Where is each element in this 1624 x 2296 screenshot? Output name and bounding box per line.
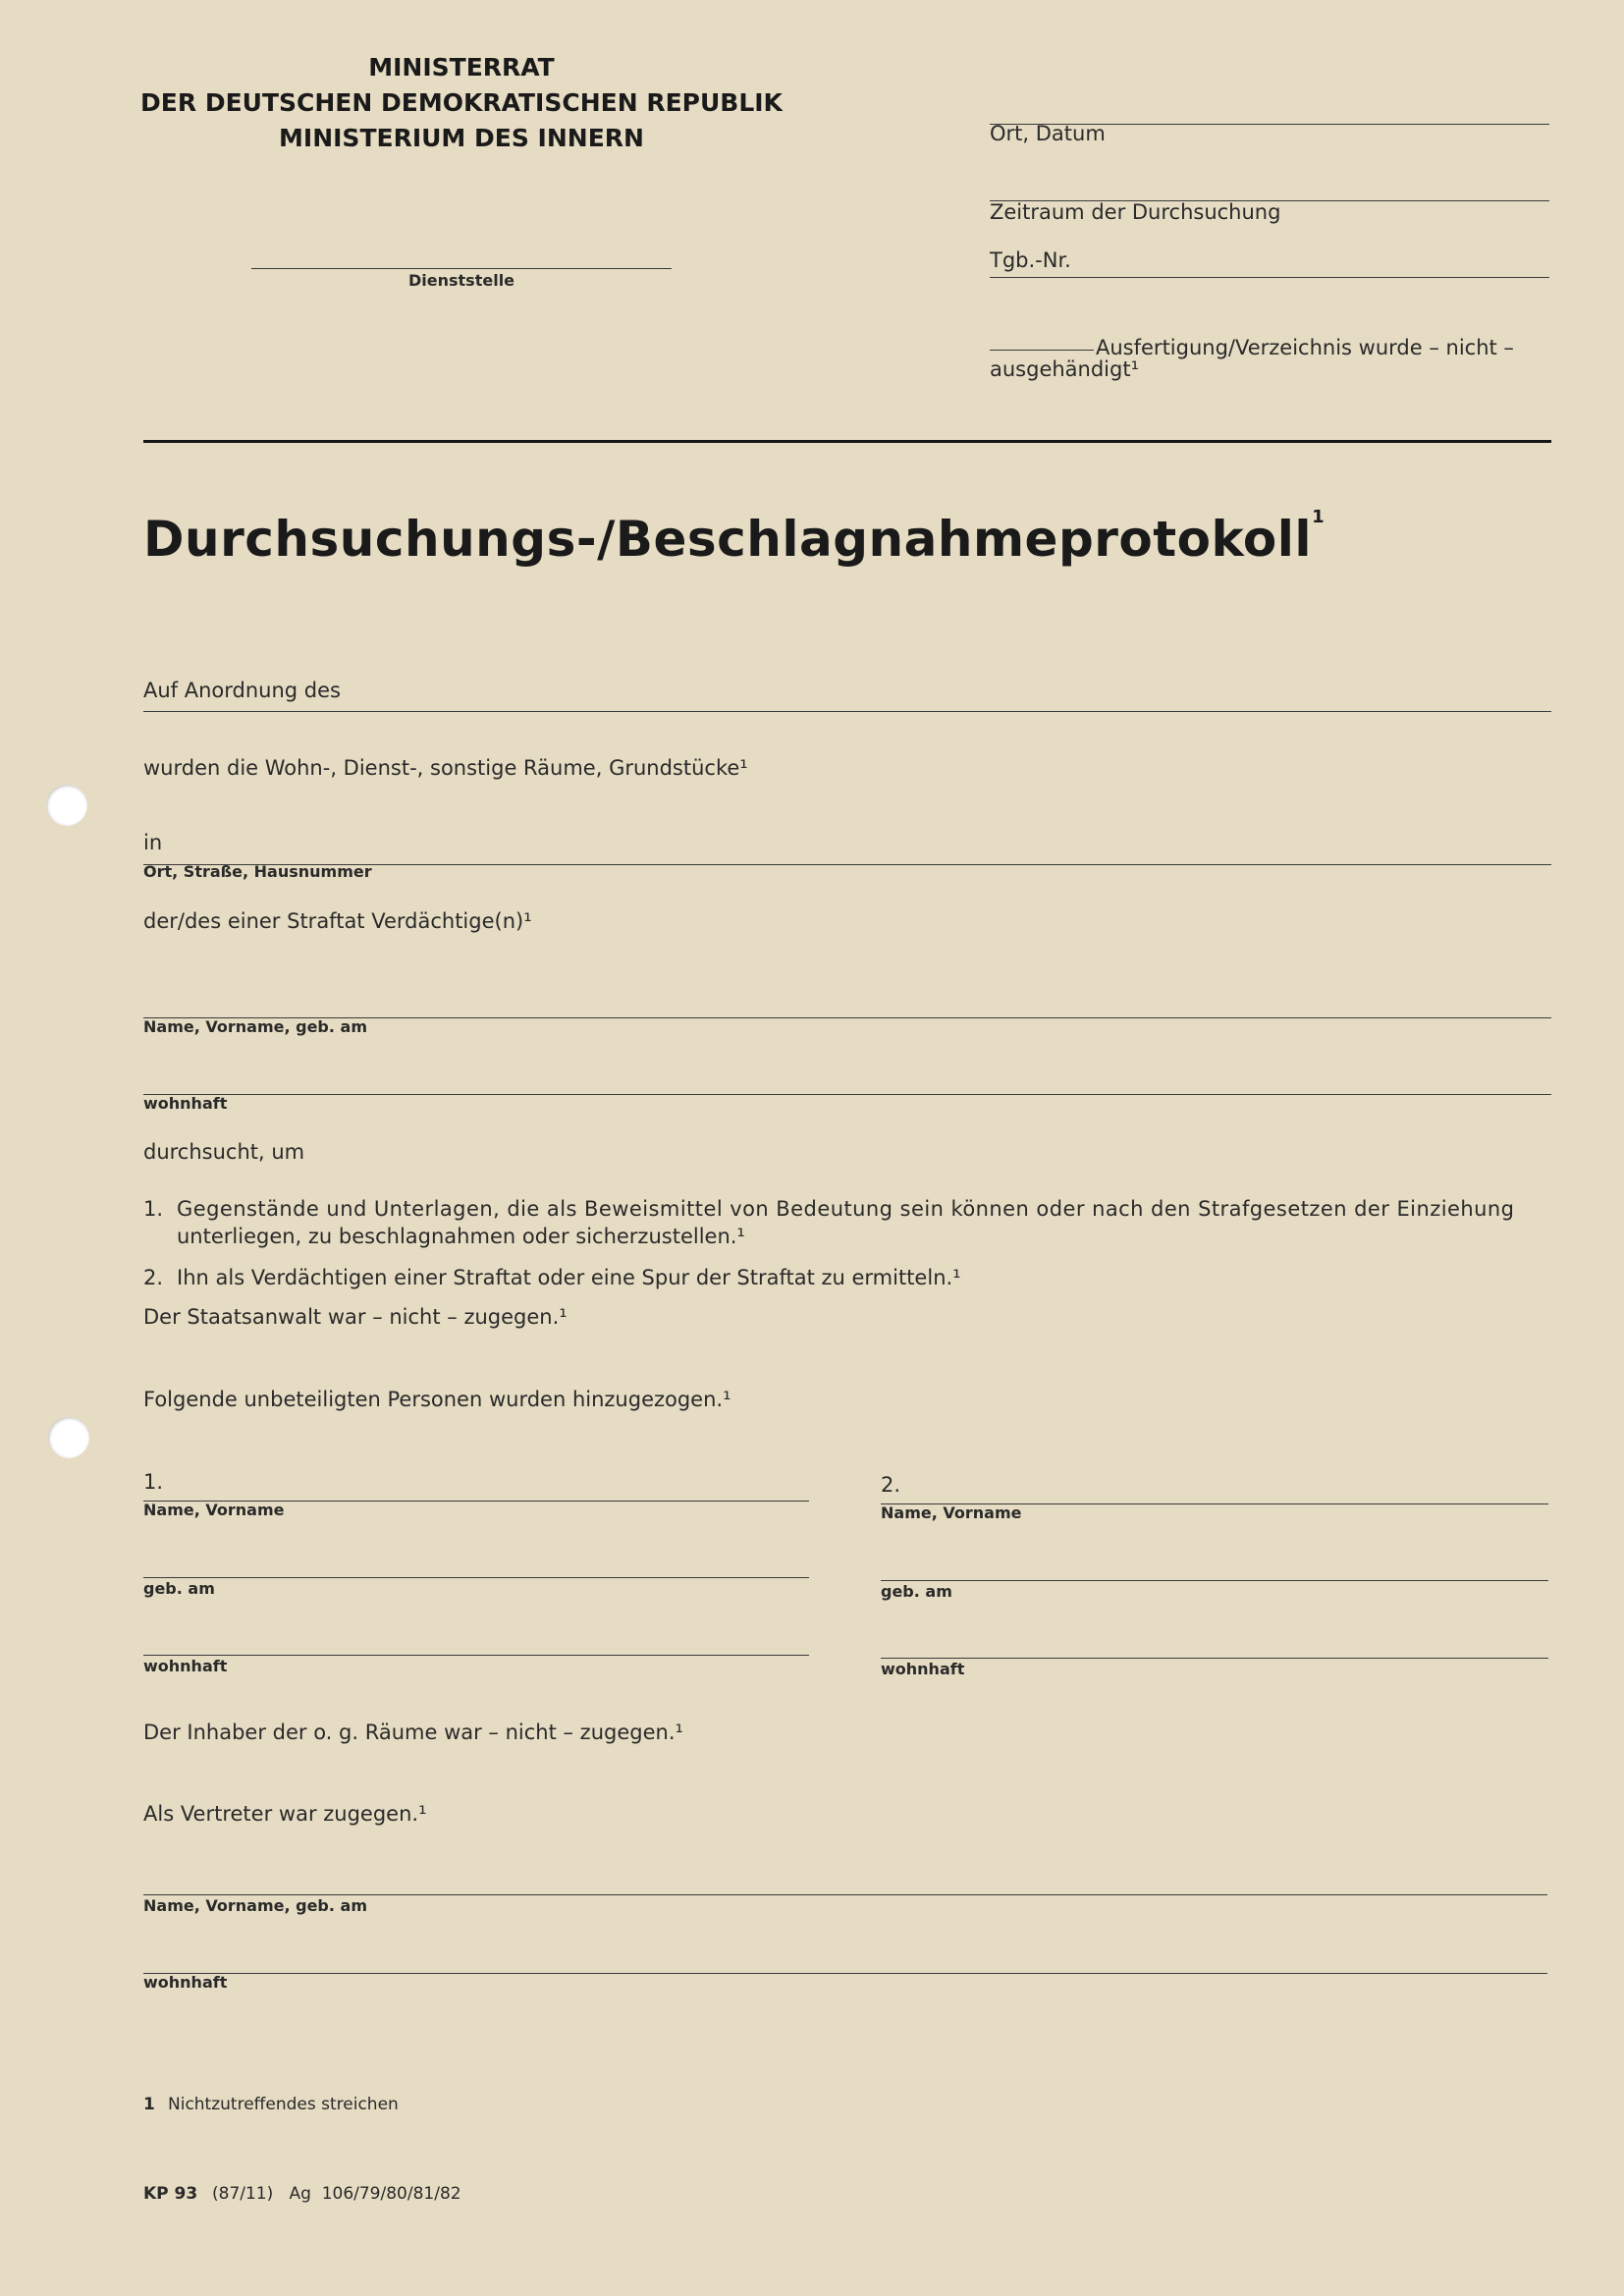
zeitraum-label: Zeitraum der Durchsuchung bbox=[990, 200, 1281, 224]
form-title: Durchsuchungs-/Beschlagnahmeprotokoll$^1$ bbox=[143, 507, 1326, 568]
in-label: in bbox=[143, 831, 163, 854]
vertreter-name-label: Name, Vorname, geb. am bbox=[143, 1896, 367, 1915]
dienststelle-label: Dienststelle bbox=[408, 271, 515, 290]
auf-anordnung-label: Auf Anordnung des bbox=[143, 679, 341, 702]
ausfertigung-label-1: Ausfertigung/Verzeichnis wurde – nicht – bbox=[1096, 336, 1514, 359]
staatsanwalt-label: Der Staatsanwalt war – nicht – zugegen.¹ bbox=[143, 1305, 568, 1329]
header-line-1: MINISTERRAT bbox=[368, 53, 555, 82]
durchsucht-label: durchsucht, um bbox=[143, 1140, 305, 1164]
verdaechtige-label: der/des einer Straftat Verdächtige(n)¹ bbox=[143, 909, 532, 933]
witness-2-geb-label: geb. am bbox=[881, 1582, 952, 1601]
witness-2-number: 2. bbox=[881, 1473, 901, 1497]
witness-1-geb-line[interactable] bbox=[143, 1577, 809, 1578]
witness-1-number: 1. bbox=[143, 1470, 164, 1494]
vertreter-wohnhaft-label: wohnhaft bbox=[143, 1973, 228, 1992]
inhaber-label: Der Inhaber der o. g. Räume war – nicht – zugegen.¹ bbox=[143, 1721, 683, 1744]
tgb-nr-label: Tgb.-Nr. bbox=[990, 248, 1071, 272]
ort-datum-label: Ort, Datum bbox=[990, 122, 1106, 145]
folgende-label: Folgende unbeteiligten Personen wurden hinzugezogen.¹ bbox=[143, 1388, 731, 1411]
dienststelle-field-line[interactable] bbox=[251, 268, 672, 269]
witness-2-wohnhaft-label: wohnhaft bbox=[881, 1660, 965, 1678]
form-code-ag: (87/11) Ag 106/79/80/81/82 bbox=[212, 2184, 461, 2204]
item-2-number: 2. bbox=[143, 1266, 164, 1289]
header-line-2: DER DEUTSCHEN DEMOKRATISCHEN REPUBLIK bbox=[140, 88, 783, 117]
witness-2-geb-line[interactable] bbox=[881, 1580, 1548, 1581]
ort-strasse-label: Ort, Straße, Hausnummer bbox=[143, 862, 372, 881]
footnote-text: Nichtzutreffendes streichen bbox=[168, 2095, 399, 2114]
item-1-text-line-2: unterliegen, zu beschlagnahmen oder sicherzustellen.¹ bbox=[177, 1225, 745, 1248]
vertreter-label: Als Vertreter war zugegen.¹ bbox=[143, 1802, 427, 1826]
header-line-3: MINISTERIUM DES INNERN bbox=[279, 124, 644, 152]
witness-1-geb-label: geb. am bbox=[143, 1579, 215, 1598]
vertreter-name-line[interactable] bbox=[143, 1894, 1547, 1895]
witness-2-wohnhaft-line[interactable] bbox=[881, 1658, 1548, 1659]
suspect-wohnhaft-label: wohnhaft bbox=[143, 1094, 228, 1113]
item-1-text-line-1: Gegenstände und Unterlagen, die als Beweismittel von Bedeutung sein können oder nach den Strafgesetzen der Einziehung bbox=[177, 1197, 1515, 1221]
wurden-label: wurden die Wohn-, Dienst-, sonstige Räume, Grundstücke¹ bbox=[143, 756, 748, 780]
footnote-number: 1 bbox=[143, 2095, 155, 2114]
witness-1-name-label: Name, Vorname bbox=[143, 1501, 285, 1519]
suspect-name-label: Name, Vorname, geb. am bbox=[143, 1017, 367, 1036]
witness-1-wohnhaft-label: wohnhaft bbox=[143, 1657, 228, 1675]
punch-hole bbox=[46, 785, 87, 826]
suspect-address-field-line[interactable] bbox=[143, 1094, 1551, 1095]
ausfertigung-count-line[interactable] bbox=[990, 350, 1094, 351]
item-1-number: 1. bbox=[143, 1197, 164, 1221]
header-divider bbox=[143, 440, 1551, 443]
auf-anordnung-field-line[interactable] bbox=[143, 711, 1551, 712]
witness-1-wohnhaft-line[interactable] bbox=[143, 1655, 809, 1656]
tgb-nr-field-line[interactable] bbox=[990, 277, 1549, 278]
item-2-text: Ihn als Verdächtigen einer Straftat oder eine Spur der Straftat zu ermitteln.¹ bbox=[177, 1266, 961, 1289]
punch-hole bbox=[48, 1417, 89, 1458]
witness-2-name-label: Name, Vorname bbox=[881, 1503, 1022, 1522]
form-code-kp: KP 93 bbox=[143, 2184, 198, 2204]
vertreter-wohnhaft-line[interactable] bbox=[143, 1973, 1547, 1974]
ausfertigung-label-2: ausgehändigt¹ bbox=[990, 357, 1140, 381]
